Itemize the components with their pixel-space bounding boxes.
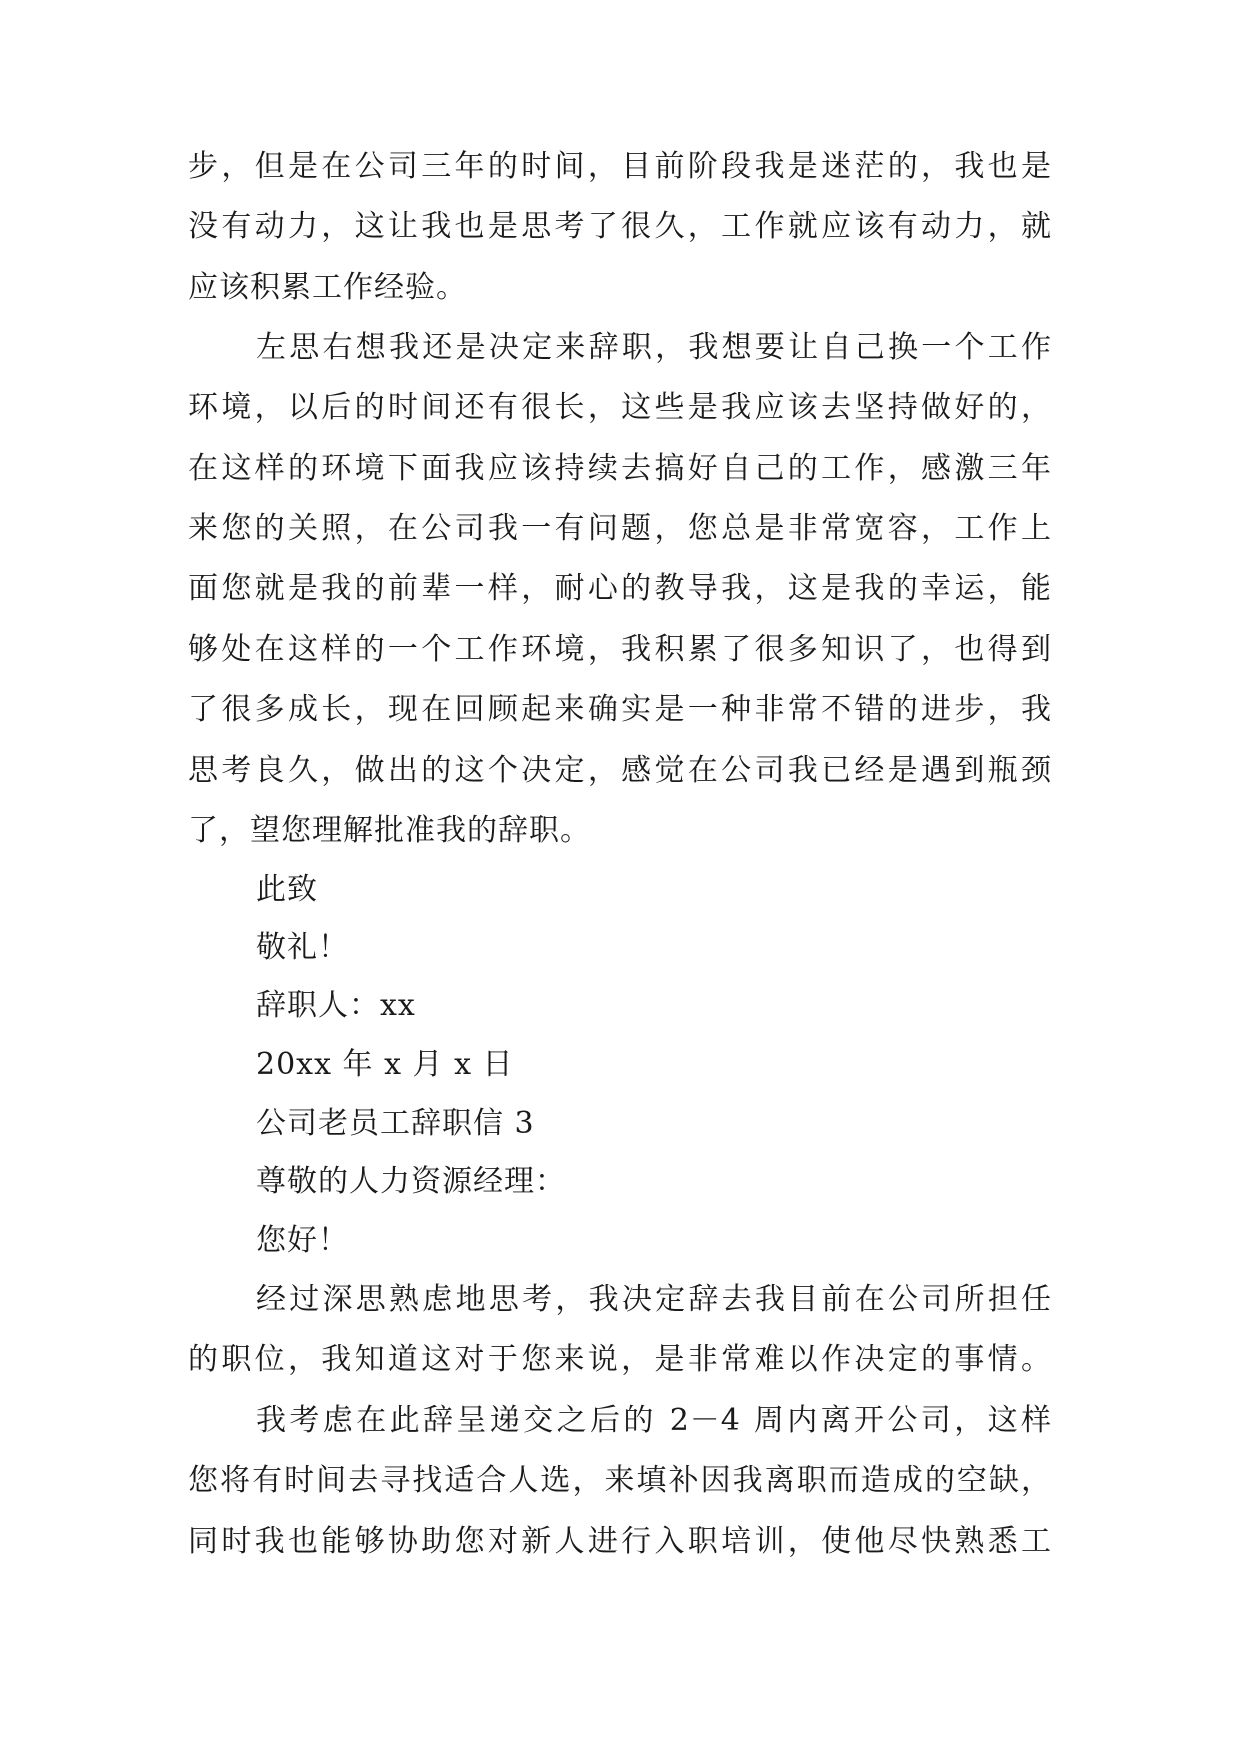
paragraph-line: 左思右想我还是决定来辞职，我想要让自己换一个工作 (256, 330, 1052, 365)
date-line: 20xx 年 x 月 x 日 (256, 1047, 514, 1082)
paragraph-line: 了，望您理解批准我的辞职。 (188, 813, 591, 848)
closing-salutation: 此致 (256, 872, 318, 907)
letter-title: 公司老员工辞职信 3 (256, 1106, 535, 1141)
paragraph-line: 应该积累工作经验。 (188, 270, 467, 305)
paragraph-line: 面您就是我的前辈一样，耐心的教导我，这是我的幸运，能 (188, 571, 1052, 606)
paragraph-line: 我考虑在此辞呈递交之后的 2－4 周内离开公司，这样 (256, 1403, 1052, 1438)
paragraph-line: 您将有时间去寻找适合人选，来填补因我离职而造成的空缺， (188, 1463, 1052, 1498)
paragraph-line: 够处在这样的一个工作环境，我积累了很多知识了，也得到 (188, 632, 1052, 667)
paragraph-line: 来您的关照，在公司我一有问题，您总是非常宽容，工作上 (188, 511, 1052, 546)
paragraph-line: 了很多成长，现在回顾起来确实是一种非常不错的进步，我 (188, 692, 1052, 727)
paragraph-line: 在这样的环境下面我应该持续去搞好自己的工作，感激三年 (188, 451, 1052, 486)
paragraph-line: 同时我也能够协助您对新人进行入职培训，使他尽快熟悉工 (188, 1524, 1052, 1559)
paragraph-line: 步，但是在公司三年的时间，目前阶段我是迷茫的，我也是 (188, 149, 1052, 184)
greeting-line: 您好！ (256, 1223, 349, 1258)
recipient-line: 尊敬的人力资源经理： (256, 1164, 566, 1199)
paragraph-line: 经过深思熟虑地思考，我决定辞去我目前在公司所担任 (256, 1282, 1052, 1317)
signer-line: 辞职人：xx (256, 988, 416, 1023)
paragraph-line: 环境，以后的时间还有很长，这些是我应该去坚持做好的， (188, 390, 1052, 425)
paragraph-line: 没有动力，这让我也是思考了很久，工作就应该有动力，就 (188, 209, 1052, 244)
closing-salutation: 敬礼！ (256, 930, 349, 965)
paragraph-line: 思考良久，做出的这个决定，感觉在公司我已经是遇到瓶颈 (188, 753, 1052, 788)
paragraph-line: 的职位，我知道这对于您来说，是非常难以作决定的事情。 (188, 1342, 1052, 1377)
